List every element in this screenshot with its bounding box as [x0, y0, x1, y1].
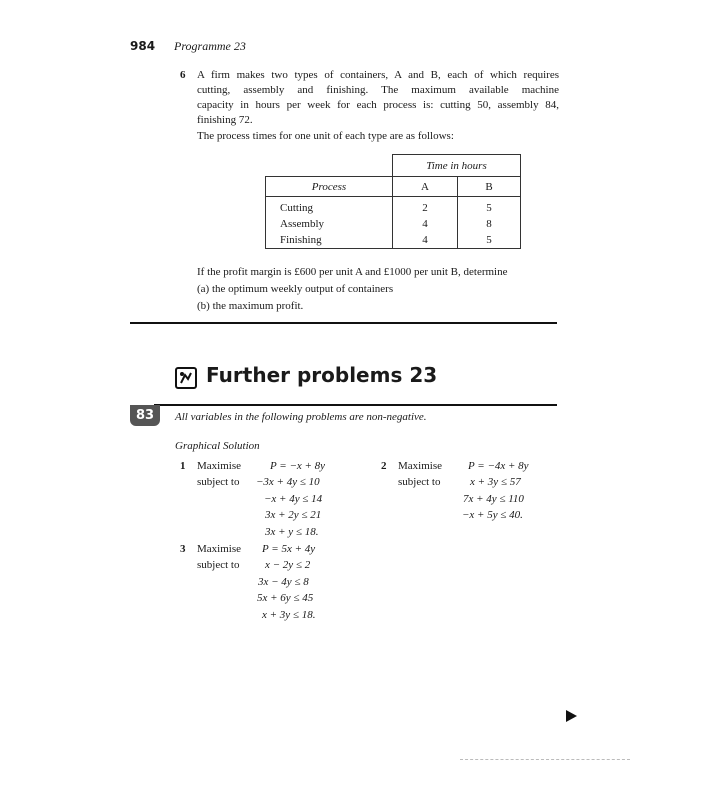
constraint: −x + 5y ≤ 40. [462, 509, 523, 521]
maximise-label: Maximise [398, 460, 442, 472]
process-cell: Assembly [266, 216, 393, 232]
constraint: x + 3y ≤ 18. [262, 609, 316, 621]
next-page-arrow-icon[interactable] [566, 710, 577, 722]
value-cell: 2 [393, 197, 458, 217]
table-row [266, 216, 521, 232]
intro-line: finishing 72. [197, 114, 253, 126]
table-row [266, 197, 521, 217]
further-problems-title: Further problems 23 [206, 363, 438, 387]
process-cell: Cutting [266, 197, 393, 217]
problem-number: 1 [180, 460, 186, 472]
time-in-hours-header: Time in hours [393, 155, 521, 177]
page-number: 984 [130, 39, 156, 53]
process-column-header: Process [266, 177, 393, 197]
intro-line: A firm makes two types of containers, A and B, each of which requires [197, 69, 559, 81]
constraint: x − 2y ≤ 2 [265, 559, 311, 571]
constraint: −x + 4y ≤ 14 [264, 493, 323, 505]
objective-function: P = 5x + 4y [262, 543, 316, 555]
frame-number-tab: 83 [130, 405, 160, 426]
constraint: 7x + 4y ≤ 110 [463, 493, 524, 505]
maximise-label: Maximise [197, 543, 241, 555]
column-b-header: B [458, 177, 521, 197]
process-times-table [265, 154, 521, 249]
value-cell: 5 [458, 232, 521, 249]
subject-to-label: subject to [398, 476, 441, 488]
intro-line: capacity in hours per week for each process is: cutting 50, assembly 84, [197, 99, 559, 111]
maximise-label: Maximise [197, 460, 241, 472]
profit-paragraph [197, 265, 559, 314]
graphical-solution-heading: Graphical Solution [175, 440, 260, 452]
profit-line: If the profit margin is £600 per unit A and £1000 per unit B, determine [197, 266, 508, 278]
footer-dashed-line [460, 759, 630, 760]
objective-function: P = −x + 8y [270, 460, 326, 472]
process-cell: Finishing [266, 232, 393, 249]
value-cell: 4 [393, 232, 458, 249]
further-problems-icon [175, 367, 197, 389]
running-title: Programme 23 [174, 39, 246, 53]
column-a-header: A [393, 177, 458, 197]
table-row [266, 232, 521, 249]
subject-to-label: subject to [197, 559, 240, 571]
value-cell: 8 [458, 216, 521, 232]
question-number: 6 [180, 69, 186, 81]
part-a: (a) the optimum weekly output of containers [197, 283, 394, 295]
part-b: (b) the maximum profit. [197, 300, 304, 312]
title-rule [154, 404, 557, 406]
problem-number: 3 [180, 543, 186, 555]
section-divider [130, 322, 557, 324]
value-cell: 5 [458, 197, 521, 217]
times-intro: The process times for one unit of each type are as follows: [197, 130, 454, 142]
objective-function: P = −4x + 8y [468, 460, 529, 472]
constraint: 3x + 2y ≤ 21 [265, 509, 322, 521]
constraint: 3x + y ≤ 18. [265, 526, 319, 538]
constraint: 5x + 6y ≤ 45 [257, 592, 314, 604]
constraint: x + 3y ≤ 57 [470, 476, 521, 488]
subject-to-label: subject to [197, 476, 240, 488]
constraint: 3x − 4y ≤ 8 [258, 576, 309, 588]
value-cell: 4 [393, 216, 458, 232]
non-negative-note: All variables in the following problems are non-negative. [175, 411, 427, 423]
constraint: −3x + 4y ≤ 10 [256, 476, 320, 488]
problem-number: 2 [381, 460, 387, 472]
question-intro [197, 68, 559, 128]
intro-line: cutting, assembly and finishing. The maximum available machine [197, 84, 559, 96]
